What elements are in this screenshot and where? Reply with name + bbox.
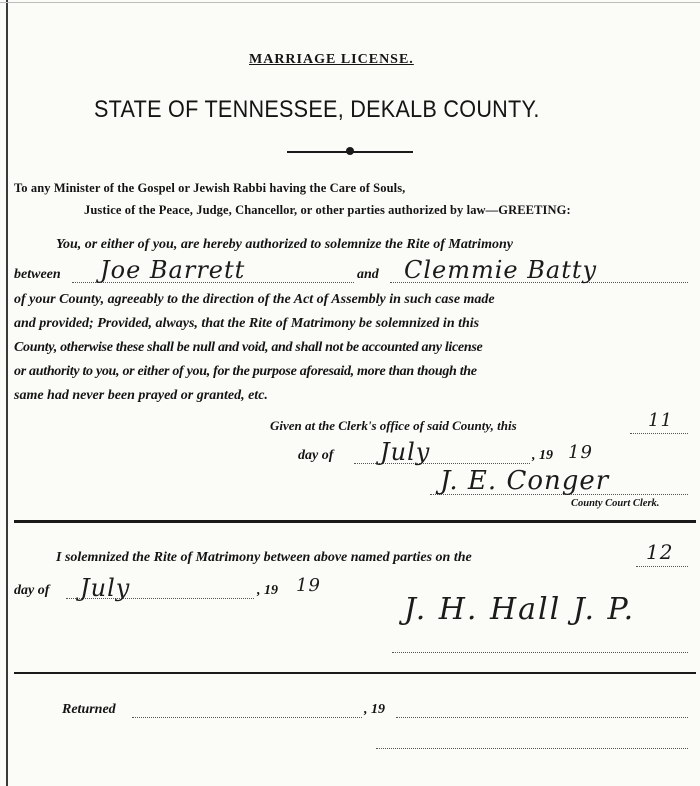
solemnization-day-line xyxy=(636,566,688,567)
given-text: Given at the Clerk's office of said County, this xyxy=(270,418,517,433)
issue-day-of-label: day of xyxy=(298,448,334,463)
section-divider-2 xyxy=(14,672,696,674)
issue-year-prefix: , 19 xyxy=(532,448,553,463)
solemnization-month: July xyxy=(80,574,131,602)
body-line-5: County, otherwise these shall be null and void, and shall not be accounted any license xyxy=(14,340,483,355)
page-top-edge xyxy=(0,2,700,3)
solemnization-year: 19 xyxy=(296,575,321,596)
and-label: and xyxy=(357,267,379,282)
returned-year-prefix: , 19 xyxy=(364,702,385,717)
bride-name: Clemmie Batty xyxy=(404,256,598,284)
form-title: MARRIAGE LICENSE. xyxy=(249,52,414,67)
officiant-signature: J. H. Hall J. P. xyxy=(404,592,636,627)
solemnization-text: I solemnized the Rite of Matrimony between above named parties on the xyxy=(56,550,472,565)
issue-day: 11 xyxy=(648,410,673,431)
page-left-edge xyxy=(6,0,8,786)
returned-label: Returned xyxy=(62,702,116,717)
clerk-title: County Court Clerk. xyxy=(571,498,660,509)
clerk-signature: J. E. Conger xyxy=(440,466,610,496)
address-line-1: To any Minister of the Gospel or Jewish Rabbi having the Care of Souls, xyxy=(14,181,406,195)
state-county-heading: STATE OF TENNESSEE, DEKALB COUNTY. xyxy=(94,96,540,123)
body-line-3: of your County, agreeably to the direction of the Act of Assembly in such case made xyxy=(14,292,495,307)
groom-name: Joe Barrett xyxy=(100,256,246,284)
solemnization-year-prefix: , 19 xyxy=(257,583,278,598)
body-line-7: same had never been prayed or granted, etc. xyxy=(14,388,268,403)
section-divider-1 xyxy=(14,520,696,523)
issue-month: July xyxy=(380,438,431,466)
officiant-signature-line xyxy=(392,652,688,653)
solemnization-day-of-label: day of xyxy=(14,583,50,598)
body-line-1: You, or either of you, are hereby authorized to solemnize the Rite of Matrimony xyxy=(56,237,513,252)
between-label: between xyxy=(14,267,61,282)
solemnization-day: 12 xyxy=(646,540,674,564)
address-line-2: Justice of the Peace, Judge, Chancellor, or other parties authorized by law—GREETING: xyxy=(84,203,571,217)
body-line-4: and provided; Provided, always, that the Rite of Matrimony be solemnized in this xyxy=(14,316,480,331)
issue-year: 19 xyxy=(568,442,593,463)
returned-year-line xyxy=(396,717,688,718)
returned-signature-line xyxy=(376,748,688,749)
body-line-6: or authority to you, or either of you, for the purpose aforesaid, more than though the xyxy=(14,364,477,379)
returned-date-line xyxy=(132,717,362,718)
ornament-dot xyxy=(346,147,354,155)
issue-day-line xyxy=(630,433,688,434)
